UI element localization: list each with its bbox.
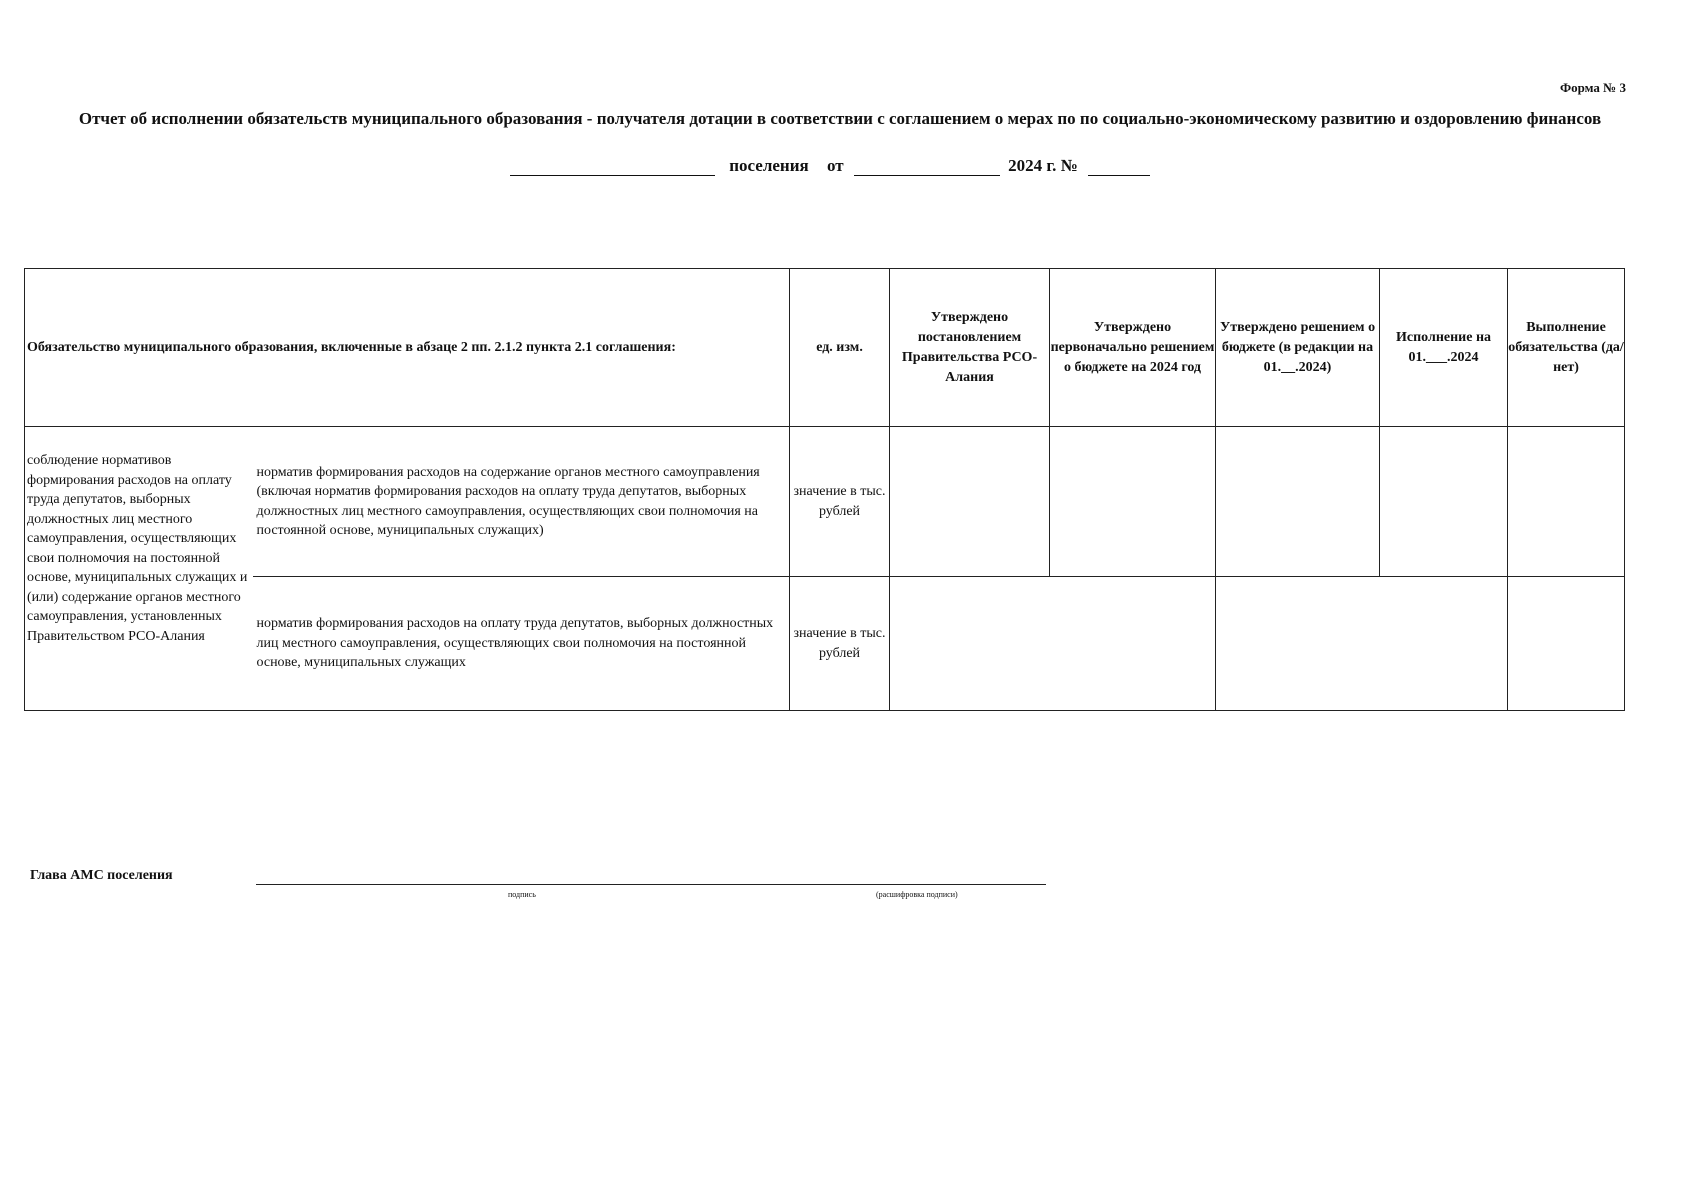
- row-1-approved-initial-cell[interactable]: [1050, 427, 1216, 577]
- row-2-unit: значение в тыс. рублей: [790, 577, 890, 711]
- date-blank[interactable]: [854, 159, 1000, 176]
- signature-label: Глава АМС поселения: [30, 868, 173, 883]
- document-title: Отчет об исполнении обязательств муниципального образования - получателя дотации в соответствии с соглашением о мерах по по социально-экономическому развитию и оздоровлению финансов: [78, 109, 1602, 128]
- header-obligation: Обязательство муниципального образования, включенные в абзаце 2 пп. 2.1.2 пункта 2.1 соглашения:: [25, 269, 790, 427]
- row-2-approved-merged-cell[interactable]: [890, 577, 1216, 711]
- header-execution: Исполнение на 01.___.2024: [1380, 269, 1508, 427]
- row-2-revised-execution-merged-cell[interactable]: [1216, 577, 1508, 711]
- signature-line[interactable]: [256, 884, 1046, 885]
- number-blank[interactable]: [1088, 159, 1150, 176]
- from-label: от: [826, 156, 844, 175]
- row-2-fulfillment-cell[interactable]: [1508, 577, 1625, 711]
- header-approved-initial: Утверждено первоначально решением о бюджете на 2024 год: [1050, 269, 1216, 427]
- header-approved-government: Утверждено постановлением Правительства РСО-Алания: [890, 269, 1050, 427]
- document-subtitle: [0, 156, 1660, 176]
- signature-decoding-caption: (расшифровка подписи): [876, 890, 958, 899]
- year-label: 2024 г. №: [1008, 156, 1078, 175]
- table-row: [25, 577, 1625, 711]
- row-2-description: норматив формирования расходов на оплату труда депутатов, выборных должностных лиц местного самоуправления, осуществляющих свои полномочия на постоянной основе, муниципальных служащих: [253, 577, 790, 711]
- row-1-unit: значение в тыс. рублей: [790, 427, 890, 577]
- header-fulfillment: Выполнение обязательства (да/нет): [1508, 269, 1625, 427]
- settlement-name-blank[interactable]: [510, 159, 715, 176]
- report-table: [24, 268, 1625, 711]
- row-1-execution-cell[interactable]: [1380, 427, 1508, 577]
- table-row: [25, 427, 1625, 577]
- row-1-description: норматив формирования расходов на содержание органов местного самоуправления (включая норматив формирования расходов на оплату труда депутатов, выборных должностных лиц местного самоуправления, осуществляющих свои полномочия на постоянной основе, муниципальных служащих): [253, 427, 790, 577]
- settlement-label: поселения: [729, 156, 809, 175]
- row-1-approved-government-cell[interactable]: [890, 427, 1050, 577]
- header-approved-revised: Утверждено решением о бюджете (в редакции на 01.__.2024): [1216, 269, 1380, 427]
- row-1-approved-revised-cell[interactable]: [1216, 427, 1380, 577]
- header-unit: ед. изм.: [790, 269, 890, 427]
- table-header-row: [25, 269, 1625, 427]
- row-1-fulfillment-cell[interactable]: [1508, 427, 1625, 577]
- signature-caption: подпись: [508, 890, 536, 899]
- obligation-description: соблюдение нормативов формирования расходов на оплату труда депутатов, выборных должностных лиц местного самоуправления, осуществляющих свои полномочия на постоянной основе, муниципальных служащих и (или) содержание органов местного самоуправления, установленных Правительством РСО-Алания: [25, 427, 253, 711]
- form-number: Форма № 3: [1559, 80, 1626, 95]
